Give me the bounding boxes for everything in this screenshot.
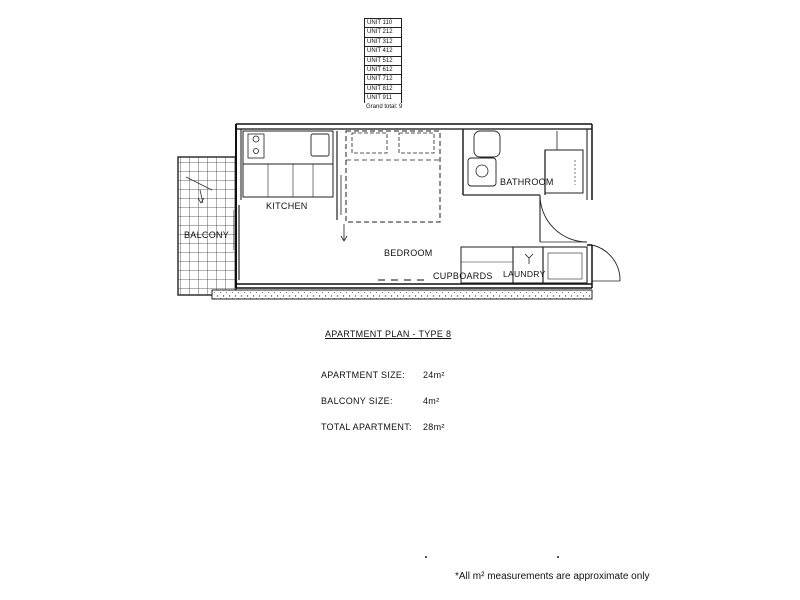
unit-row: UNIT 512 xyxy=(364,56,402,65)
footnote: *All m² measurements are approximate only xyxy=(455,571,650,582)
size-label: APARTMENT SIZE: xyxy=(321,370,406,380)
bed xyxy=(341,131,440,241)
balcony-area xyxy=(178,157,236,295)
room-label-bedroom: BEDROOM xyxy=(384,248,433,258)
size-label: BALCONY SIZE: xyxy=(321,396,393,406)
planter-strip xyxy=(212,290,592,299)
unit-row: UNIT 911 xyxy=(364,93,402,102)
grand-total: Grand total: 9 xyxy=(366,103,403,110)
unit-row: UNIT 412 xyxy=(364,46,402,55)
room-label-kitchen: KITCHEN xyxy=(266,201,308,211)
room-label-bathroom: BATHROOM xyxy=(500,177,554,187)
room-label-cupboards: CUPBOARDS xyxy=(433,271,493,281)
size-label: TOTAL APARTMENT: xyxy=(321,422,412,432)
unit-row: UNIT 110 xyxy=(364,18,402,27)
plan-title: APARTMENT PLAN - TYPE 8 xyxy=(325,329,452,339)
room-label-balcony: BALCONY xyxy=(184,230,230,240)
scan-speck xyxy=(557,556,559,558)
unit-row: UNIT 712 xyxy=(364,74,402,83)
unit-row: UNIT 612 xyxy=(364,65,402,74)
size-value: 24m² xyxy=(423,370,445,380)
unit-row: UNIT 812 xyxy=(364,84,402,93)
unit-row: UNIT 312 xyxy=(364,37,402,46)
size-value: 28m² xyxy=(423,422,445,432)
size-value: 4m² xyxy=(423,396,440,406)
scan-speck xyxy=(425,556,427,558)
room-label-laundry: LAUNDRY xyxy=(503,269,546,279)
unit-row: UNIT 212 xyxy=(364,27,402,36)
